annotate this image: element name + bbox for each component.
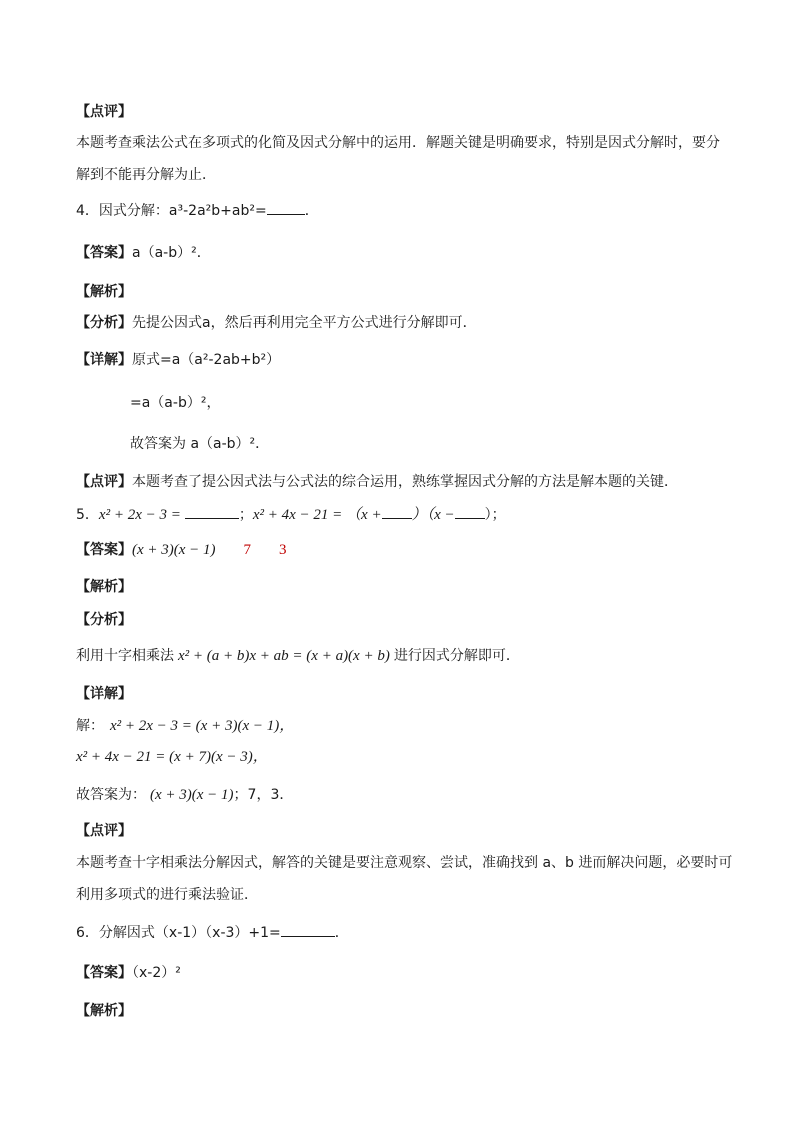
- review-tag: 【点评】: [76, 474, 132, 490]
- solution-line2: x² + 4x − 21 = (x + 7)(x − 3)，: [76, 749, 268, 765]
- detail-tag: 【详解】: [76, 352, 132, 368]
- answer-tag: 【答案】: [76, 542, 132, 558]
- question-number: 4．: [76, 203, 99, 219]
- comment-text-line2: 解到不能再分解为止．: [76, 167, 216, 183]
- detail-tag: 【详解】: [76, 686, 132, 702]
- answer-tag: 【答案】: [76, 245, 132, 261]
- fenxi-tag: 【分析】: [76, 612, 132, 628]
- math-expr2: x² + 4x − 21 = （x +: [252, 507, 382, 523]
- review-text-line1: 本题考查十字相乘法分解因式，解答的关键是要注意观察、尝试，准确找到 a、b 进而解决问题，必要时可: [76, 855, 733, 871]
- answer-tag: 【答案】: [76, 965, 132, 981]
- answer-row: [76, 540, 287, 560]
- question-4: 4．因式分解：a³-2a²b+ab²= ．: [76, 203, 319, 219]
- question-6: 6．分解因式（x-1）（x-3）+1= ．: [76, 925, 349, 941]
- review-text: 本题考查了提公因式法与公式法的综合运用，熟练掌握因式分解的方法是解本题的关键．: [132, 474, 678, 490]
- fenxi-text: 先提公因式a，然后再利用完全平方公式进行分解即可．: [132, 315, 477, 331]
- answer-blank: [185, 505, 239, 519]
- comment-text-line1: 本题考查乘法公式在多项式的化简及因式分解中的运用．解题关键是明确要求，特别是因式分解时，要分: [76, 135, 720, 151]
- answer-blank: [382, 505, 412, 519]
- question-number: 6．: [76, 925, 99, 941]
- question-text: 分解因式（x-1）（x-3）+1=: [98, 925, 281, 941]
- fenxi-row: 利用十字相乘法 x² + (a + b)x + ab = (x + a)(x + b) 进行因式分解即可．: [76, 648, 520, 664]
- question-number: 5．: [76, 507, 99, 523]
- fenxi-row: [76, 313, 477, 333]
- fenxi-tag: 【分析】: [76, 315, 132, 331]
- answer-row: [76, 243, 211, 263]
- analysis-tag: 【解析】: [76, 1003, 132, 1019]
- solution-line1: 解： x² + 2x − 3 = (x + 3)(x − 1)，: [76, 718, 295, 734]
- analysis-tag: 【解析】: [76, 579, 132, 595]
- answer-blank: [281, 923, 335, 937]
- answer-value-a: 7: [243, 542, 252, 558]
- analysis-tag: 【解析】: [76, 284, 132, 300]
- answer-expression: (x + 3)(x − 1): [132, 542, 216, 558]
- detail-step2: =a（a-b）²，: [130, 395, 221, 411]
- answer-blank: [267, 201, 305, 215]
- review-tag: 【点评】: [76, 823, 132, 839]
- answer-blank: [455, 505, 485, 519]
- comment-tag: 【点评】: [76, 104, 132, 120]
- question-text: 因式分解：a³-2a²b+ab²=: [98, 203, 267, 219]
- answer-text: a（a-b）²．: [132, 245, 211, 261]
- solution-answer: 故答案为： (x + 3)(x − 1)；7，3．: [76, 787, 294, 803]
- question-5: 5．x² + 2x − 3 = ；x² + 4x − 21 = （x + ）（x − ）；: [76, 507, 506, 523]
- review-text-line2: 利用多项式的进行乘法验证．: [76, 887, 258, 903]
- review-row: [76, 472, 678, 492]
- detail-step1: 原式=a（a²-2ab+b²）: [132, 352, 281, 368]
- math-expr1: x² + 2x − 3 =: [98, 507, 181, 523]
- answer-text: （x-2）²: [132, 965, 181, 981]
- answer-row: [76, 963, 181, 983]
- detail-row: [76, 350, 280, 370]
- detail-step3: 故答案为 a（a-b）²．: [130, 436, 270, 452]
- cross-method-formula: x² + (a + b)x + ab = (x + a)(x + b): [178, 648, 390, 664]
- answer-value-b: 3: [279, 542, 287, 558]
